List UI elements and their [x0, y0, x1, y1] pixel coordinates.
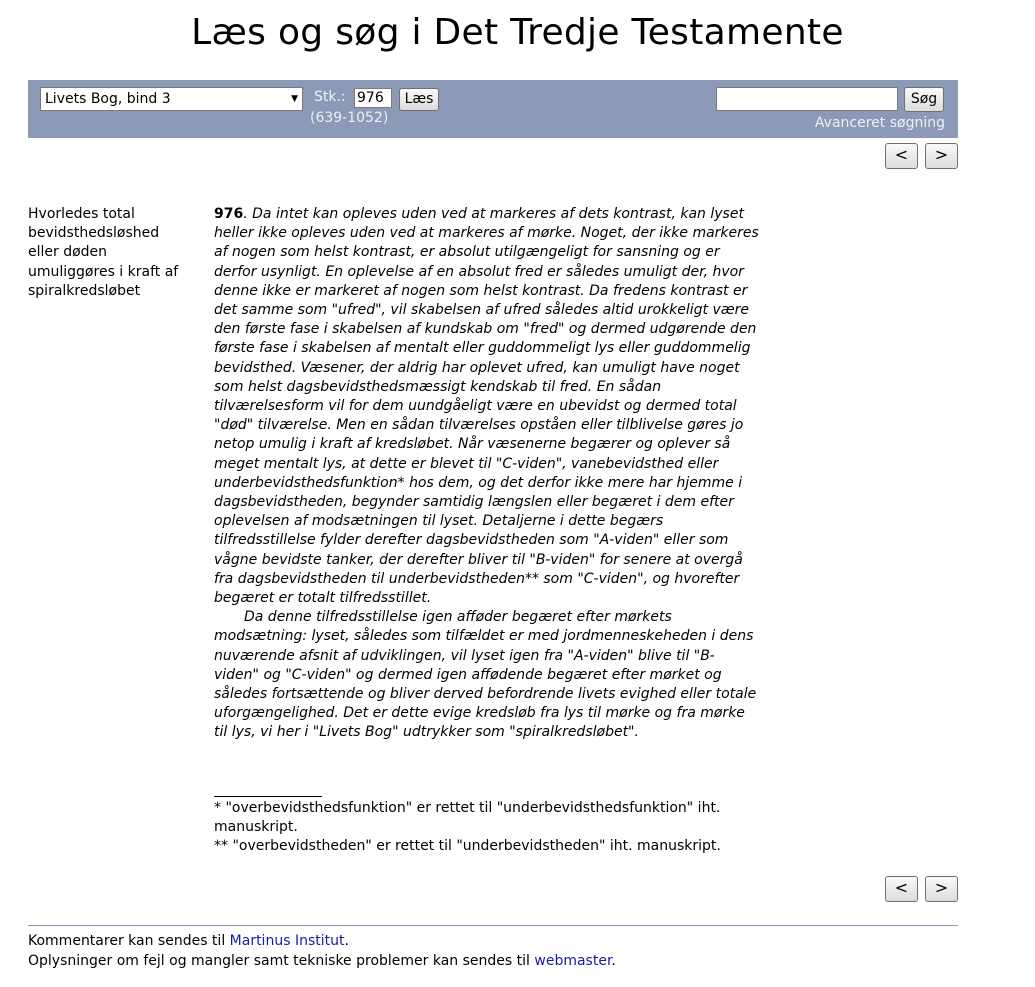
- stk-range: (639-1052): [310, 110, 389, 126]
- book-select[interactable]: [40, 87, 303, 111]
- prev-button-bottom[interactable]: <: [885, 876, 918, 902]
- footnote-divider: [214, 796, 322, 797]
- footer-line-2: [28, 952, 616, 972]
- advanced-search-link[interactable]: Avanceret søgning: [814, 115, 945, 131]
- footer-text: Oplysninger om fejl og mangler samt tekniske problemer kan sendes til: [28, 952, 535, 969]
- dropdown-arrow-icon: ▼: [291, 94, 298, 104]
- stk-input[interactable]: 976: [354, 88, 392, 108]
- section-text: [214, 205, 759, 743]
- toolbar: [28, 80, 958, 138]
- search-button[interactable]: Søg: [904, 87, 944, 112]
- footer-text: .: [611, 952, 616, 969]
- book-select-value: Livets Bog, bind 3: [45, 91, 171, 107]
- webmaster-link[interactable]: webmaster: [534, 952, 612, 969]
- paragraph-1-text: . Da intet kan opleves uden ved at markeres af dets kontrast, kan lyset heller ikke opleves uden ved at markeres af mørke. Noget, der ikke markeres af nogen som helst kontrast, er absolut utilgængeligt for sansning og er derfor usynligt. En oplevelse af en absolut fred er således umuligt der, hvor denne ikke er markeret af nogen som helst kontrast. Da fredens kontrast er det samme som "ufred", vil skabelsen af ufred således altid urokkeligt være den første fase i skabelsen af kundskab om "fred" og dermed udgørende den første fase i skabelsen af mentalt eller guddommeligt lys eller guddommelig bevidsthed. Væsener, der aldrig har oplevet ufred, kan umuligt have noget som helst dagsbevidsthedsmæssigt kendskab til fred. En sådan tilværelsesform vil for dem uundgåeligt være en ubevidst og dermed total "død" tilværelse. Men en sådan tilværelses opståen eller tilblivelse gøres jo netop umulig i kraft af kredsløbet. Når væsenerne begærer og oplever så meget mentalt lys, at dette er blevet til "C-viden", vanebevidsthed eller underbevidsthedsfunktion* hos dem, og det derfor ikke mere har hjemme i dagsbevidstheden, begynder samtidig længslen eller begæret i dem efter oplevelsen af modsætningen til lyset. Detaljerne i dette begærs tilfredsstillelse fylder derefter dagsbevidstheden som "A-viden" eller som vågne bevidste tanker, der derefter bliver til "B-viden" for senere at overgå fra dagsbevidstheden til underbevidstheden** som "C-viden", og hvorefter begæret er totalt tilfredsstillet.: [214, 206, 759, 607]
- section-number: 976: [214, 206, 244, 222]
- prev-button[interactable]: <: [885, 143, 918, 169]
- stk-label: Stk.:: [314, 89, 346, 105]
- footer: [28, 932, 616, 971]
- footer-text: .: [344, 933, 349, 949]
- paragraph-1: [214, 205, 759, 608]
- search-input[interactable]: [716, 87, 898, 111]
- next-button-bottom[interactable]: >: [925, 876, 958, 902]
- page-title: Læs og søg i Det Tredje Testamente: [191, 12, 844, 53]
- footnote-2: ** "overbevidstheden" er rettet til "underbevidstheden" iht. manuskript.: [214, 838, 721, 855]
- next-button[interactable]: >: [925, 143, 958, 169]
- martinus-institut-link[interactable]: Martinus Institut: [229, 933, 345, 949]
- footer-text: Kommentarer kan sendes til: [28, 933, 230, 949]
- footer-divider: [28, 925, 958, 926]
- footer-line-1: [28, 932, 616, 952]
- section-heading: Hvorledes total bevidsthedsløshed eller døden umuliggøres i kraft af spiralkredsløbet: [28, 206, 179, 299]
- footnotes: [214, 799, 759, 857]
- footnote-1: * "overbevidsthedsfunktion" er rettet til "underbevidsthedsfunktion" iht. manuskript.: [214, 800, 721, 836]
- read-button[interactable]: Læs: [399, 88, 439, 111]
- paragraph-2: Da denne tilfredsstillelse igen afføder begæret efter mørkets modsætning: lyset, således som tilfældet er med jordmenneskeheden i dens nuværende afsnit af udviklingen, vil lyset igen fra "A-viden" blive til "B-viden" og "C-viden" og dermed igen affødende begæret efter mørket og således fortsættende og bliver derved befordrende livets evighed eller totale uforgængelighed. Det er dette evige kredsløb fra lys til mørke og fra mørke til lys, vi her i "Livets Bog" udtrykker som "spiralkredsløbet".: [214, 609, 757, 741]
